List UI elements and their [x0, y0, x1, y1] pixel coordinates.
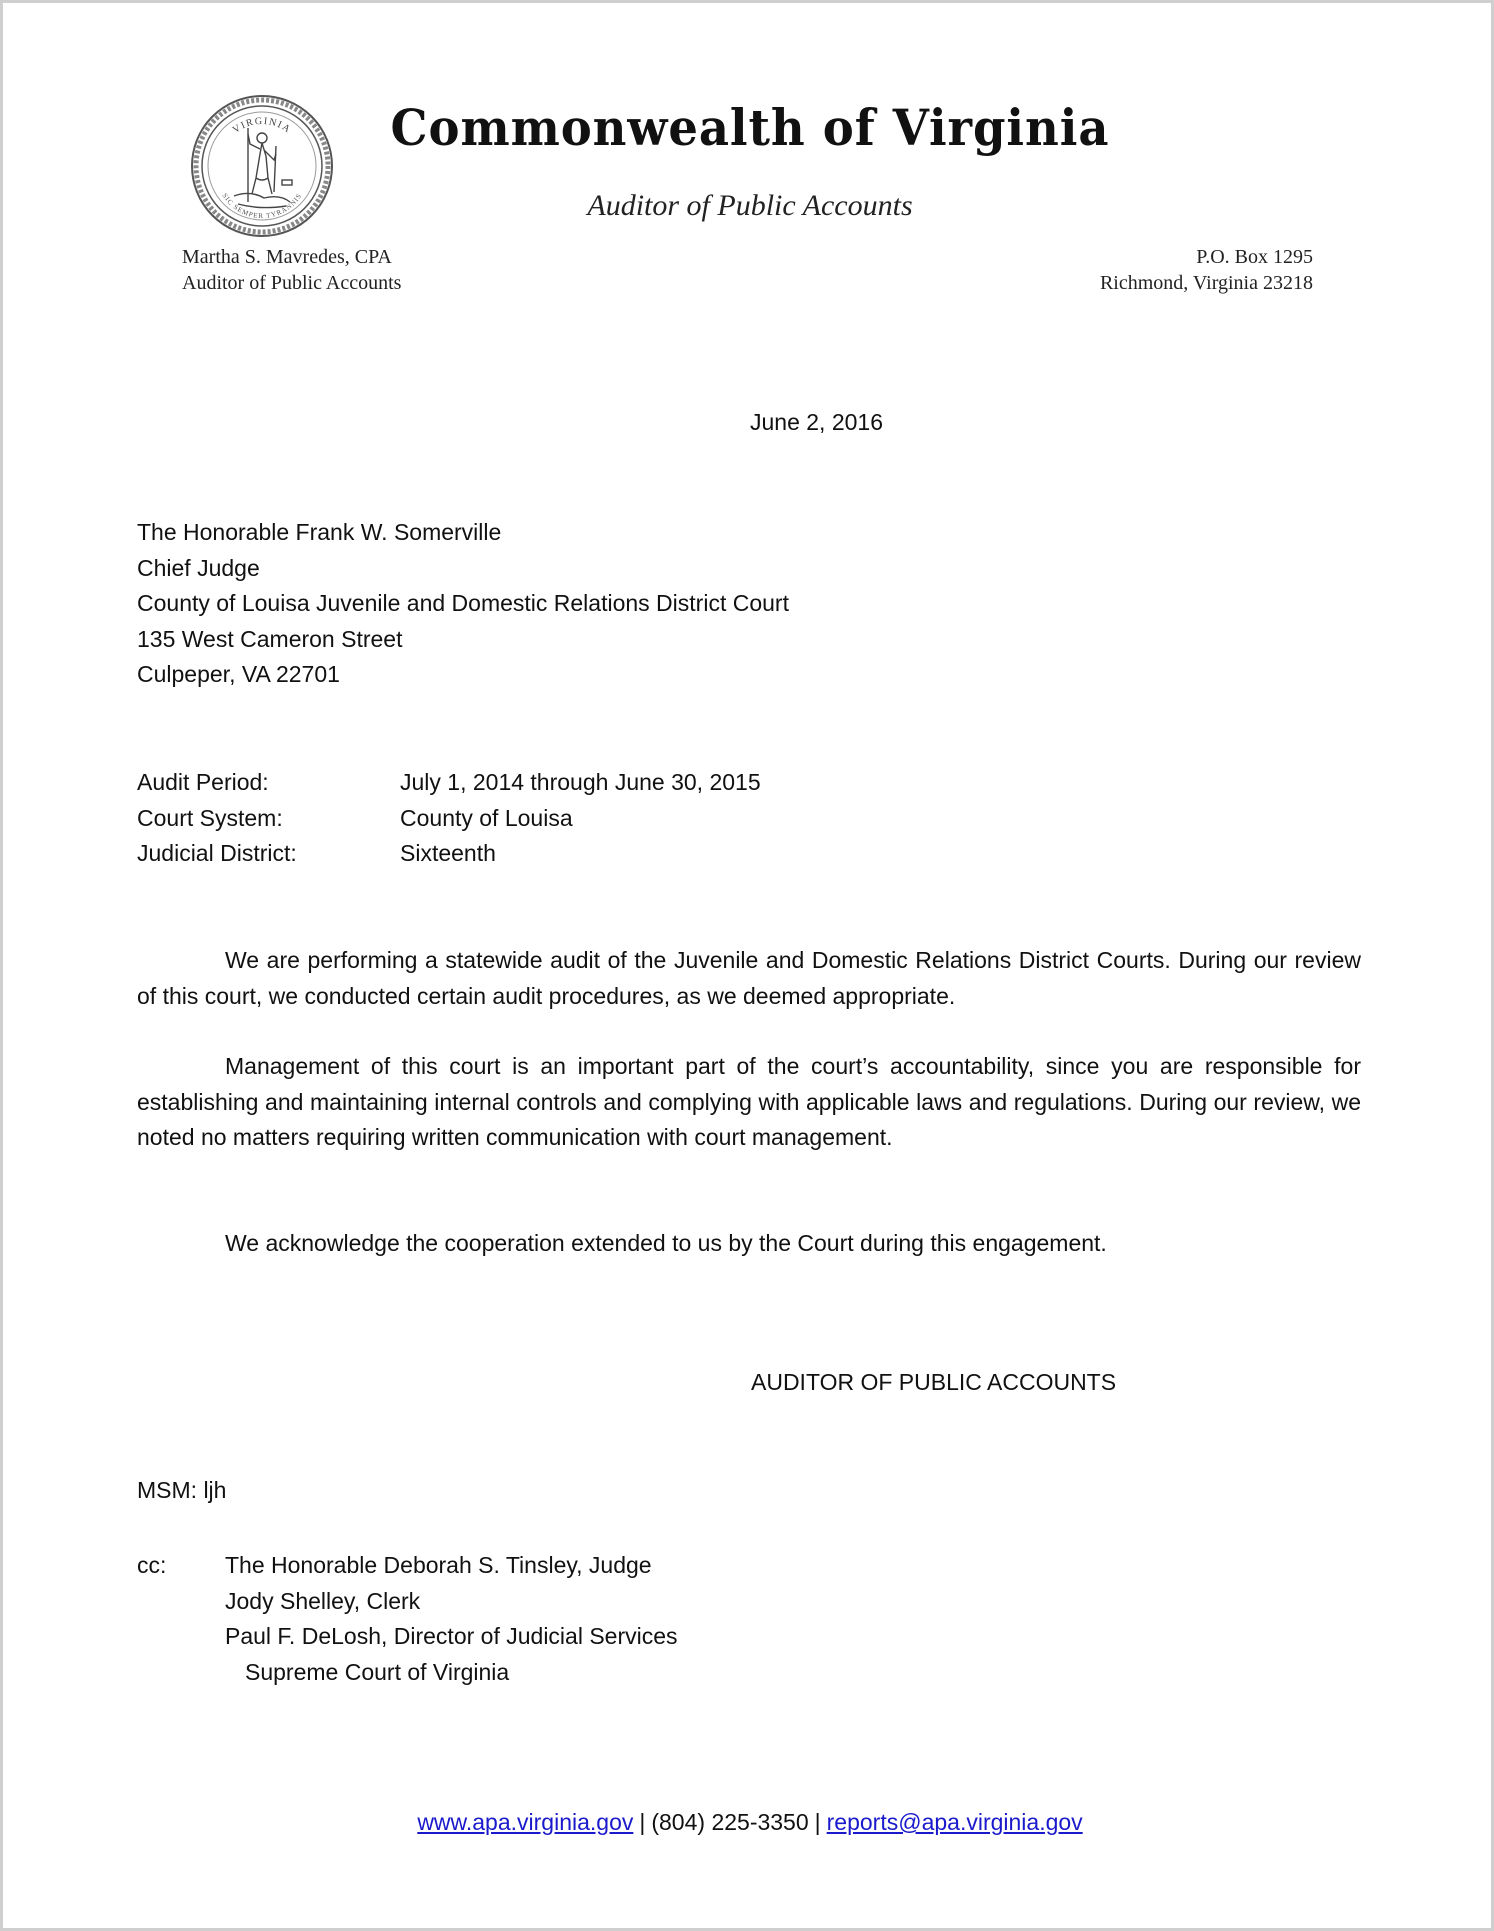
- cc-recipient: The Honorable Deborah S. Tinsley, Judge: [225, 1552, 652, 1578]
- body-paragraph: [137, 1226, 1361, 1262]
- address-line-2: Richmond, Virginia 23218: [1099, 272, 1313, 294]
- letterhead-subtitle: Auditor of Public Accounts: [587, 189, 913, 222]
- footer-separator: |: [639, 1809, 646, 1835]
- footer-contact: [3, 1809, 1494, 1836]
- recipient-line: The Honorable Frank W. Somerville: [137, 519, 502, 545]
- audit-info-label: Court System:: [137, 804, 283, 831]
- seal-text-bottom: SIC SEMPER TYRANNIS: [220, 191, 304, 221]
- recipient-line: 135 West Cameron Street: [137, 625, 403, 652]
- audit-info-table: [137, 765, 761, 872]
- audit-info-value: Sixteenth: [400, 840, 496, 867]
- email-link[interactable]: reports@apa.virginia.gov: [826, 1809, 1083, 1835]
- recipient-block: [137, 515, 789, 693]
- audit-info-row: [137, 836, 761, 872]
- sender-title: Auditor of Public Accounts: [182, 272, 402, 294]
- cc-list: [225, 1548, 678, 1690]
- body-paragraph-text: We acknowledge the cooperation extended to us by the Court during this engagement.: [225, 1230, 1107, 1256]
- sender-block: [182, 244, 401, 296]
- body-paragraph: [137, 943, 1361, 1014]
- footer-separator: |: [814, 1809, 821, 1835]
- return-address: [1100, 244, 1313, 296]
- letter-date: June 2, 2016: [750, 409, 884, 435]
- website-link[interactable]: www.apa.virginia.gov: [417, 1809, 634, 1835]
- reference-initials: MSM: ljh: [137, 1477, 227, 1503]
- audit-info-value: July 1, 2014 through June 30, 2015: [400, 769, 761, 795]
- audit-info-row: [137, 801, 761, 837]
- cc-recipient: Paul F. DeLosh, Director of Judicial Services: [225, 1623, 678, 1650]
- cc-recipient: Jody Shelley, Clerk: [225, 1587, 421, 1614]
- recipient-line: Culpeper, VA 22701: [137, 661, 340, 688]
- audit-info-label: Judicial District:: [137, 840, 297, 867]
- phone-number: (804) 225-3350: [651, 1809, 809, 1835]
- signature-block: AUDITOR OF PUBLIC ACCOUNTS: [751, 1369, 1117, 1395]
- body-paragraph-text: Management of this court is an important part of the court’s accountability, since you are responsible for establishing and maintaining internal controls and complying with applicable laws and regulations. During our review, we noted no matters requiring written communication with court management.: [137, 1053, 1361, 1151]
- audit-info-value: County of Louisa: [400, 804, 573, 831]
- letterhead-title: [55, 98, 1444, 157]
- cc-label: cc:: [137, 1552, 167, 1578]
- sender-name: Martha S. Mavredes, CPA: [182, 246, 392, 268]
- recipient-line: County of Louisa Juvenile and Domestic Relations District Court: [137, 590, 789, 617]
- cc-recipient: Supreme Court of Virginia: [245, 1658, 510, 1685]
- seal-text-top: VIRGINIA: [230, 115, 294, 136]
- body-paragraph: [137, 1049, 1361, 1156]
- audit-info-label: Audit Period:: [137, 769, 269, 795]
- letterhead-title-text: Commonwealth of Virginia: [390, 98, 1110, 157]
- recipient-line: Chief Judge: [137, 554, 260, 581]
- address-line-1: P.O. Box 1295: [1196, 246, 1313, 268]
- body-paragraph-text: We are performing a statewide audit of the Juvenile and Domestic Relations District Courts. During our review of this court, we conducted certain audit procedures, as we deemed appropriate.: [137, 947, 1361, 1009]
- audit-info-row: [137, 765, 761, 801]
